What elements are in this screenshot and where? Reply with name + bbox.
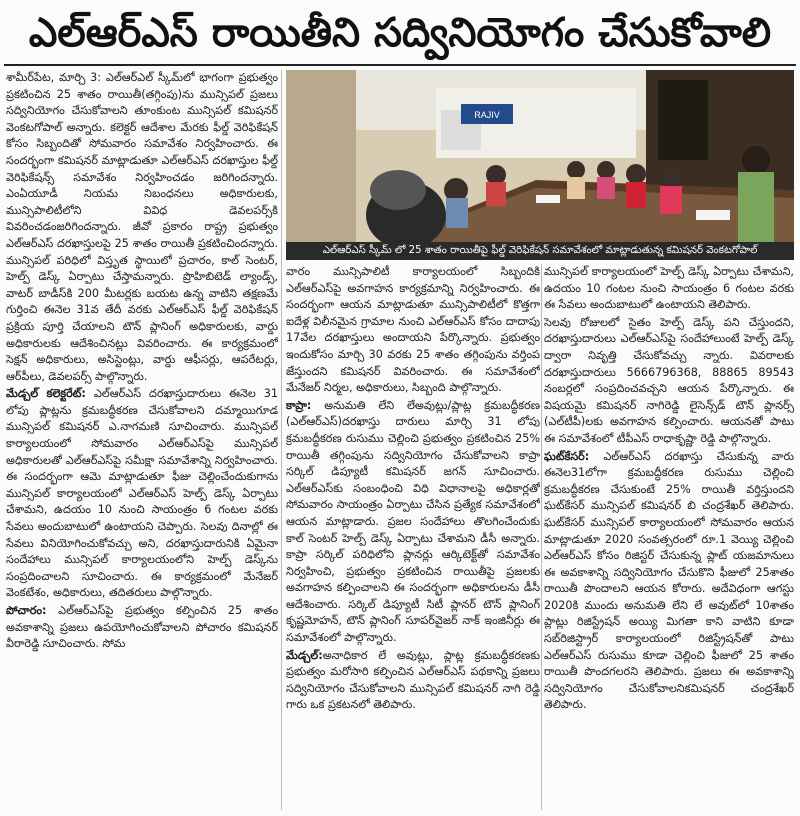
meeting-photo-illustration [286, 70, 794, 242]
article-column-2 [286, 264, 540, 812]
column-divider [281, 70, 282, 810]
column-divider [541, 264, 542, 810]
dateline: మేడ్చల్: [286, 648, 323, 662]
headline-rule [4, 64, 796, 66]
paragraph-kapra: కాప్రా: అనుమతి లేని లేఅవుట్లు/ప్లాట్ల క్రమబద్ధీకరణ (ఎల్ఆర్ఎస్)దరఖాస్తు దారులు మార్చి 31 లోపు క్రమబద్ధీకరణ రుసుము చెల్లించి ప్రభుత్వం ప్రకటించిన 25% రాయితీ తగ్గింపును సద్వినియోగం చేసుకోవాలని కాప్రా సర్కిల్ డిప్యూటీ కమిషనర్ జగన్ సూచించారు. ఎల్ఆర్ఎస్‌కు సంబంధించి విధి విధానాలపై అధికార్లతో సోమవారం సాయంత్రం ఏర్పాటు చేసిన ప్రత్యేక సమావేశంలో ఆయన మాట్లాడారు. ప్రజల సందేహాలు తొలగించేందుకు కాల్ సెంటర్ హెల్ప్ డెస్క్ ఏర్పాటు చేశామని డీసీ అన్నారు. కాప్రా సర్కిల్ పరిధిలోని ప్లానర్లు ఆర్కిటెక్ట్‌తో సమావేశం నిర్వహించి, ప్రభుత్వం ప్రకటించిన రాయితీపై ప్రజలకు అవగాహన కల్పించాలని ఈ సందర్భంగా అధికారులను డీసీ ఆదేశించారు. సర్కిల్ డిప్యూటీ సిటీ ప్లానర్ టౌన్ ప్లానింగ్ కృష్ణమోహన్, టౌన్ ప్లానింగ్ సూపర్‌వైజర్ నాక్ ఇంజినీర్లు ఈ సమావేశంలో పాల్గొన్నారు. [286, 398, 540, 645]
paragraph-pocharam: పోచారం: ఎల్ఆర్ఎస్‌పై ప్రభుత్వం కల్పించిన 25 శాతం అవకాశాన్ని ప్రజలు ఉపయోగించుకోవాలని పోచారం కమిషనర్ వీరారెడ్డి సూచించారు. సోమ [6, 604, 278, 651]
headline: ఎల్ఆర్ఎస్ రాయితీని సద్వినియోగం చేసుకోవాలి [28, 10, 772, 56]
photo-caption: ఎల్ఆర్ఎస్ స్కీమ్ లో 25 శాతం రాయితీపై ఫీల్డ్ వెరిఫికేషన్ సమావేశంలో మాట్లాడుతున్న కమిషనర్ వెంకటగోపాల్ [286, 242, 794, 260]
paragraph-medchal-collectorate: మేడ్చల్ కలెక్టరేట్: ఎల్ఆర్ఎస్ దరఖాస్తుదారులు ఈనెల 31 లోపు ప్లాట్లను క్రమబద్ధీకరణ చేసుకోవాలని దమ్మాయిగూడ మున్సిపల్ కమిషనర్ ఎ.నాగమణి సూచించారు. మున్సిపల్ కార్యాలయంలో సోమవారం ఎల్ఆర్ఎస్‌పై మున్సిపల్ అధికారులతో ఎల్ఆర్ఎస్‌పై సమీక్షా సమావేశాన్ని నిర్వహించారు. ఈ సందర్భంగా ఆమె మాట్లాడుతూ ఫీజు చెల్లించేందుకుగాను మున్సిపల్ కార్యాలయంలో ఎల్ఆర్ఎస్ హెల్ప్ డెస్క్ ఏర్పాటు చేశామని, ఉదయం 10 నుంచి సాయంత్రం 6 గంటల వరకు సేవలు అందుబాటులో ఉంటాయని చెప్పారు. సెలవు దినాల్లో ఈ సేవలు వినియోగించుకోవచ్చు అని, దరఖాస్తుదారునికి ఏమైనా సందేహాలు మున్సిపల్ కార్యాలయంలోని హెల్ప్ డెస్క్‌ను సంప్రదించాలని సూచించారు. ఈ కార్యక్రమంలో మేనేజర్ వెంకటేశం, అధికారులు, తదితరులు పాల్గొన్నారు. [6, 387, 278, 600]
banner-text: RAJIV [474, 110, 500, 120]
paragraph-ghatkesar: ఘట్‌కేసర్: ఎల్ఆర్ఎస్ దరఖాస్తు చేసుకున్న వారు ఈనెల31లోగా క్రమబద్ధీకరణ రుసుము చెల్లించి క్రమబద్ధీకరణ చేసుకుంటే 25% రాయితీ వర్తిస్తుందని ఘట్‌కేసర్ మున్సిపల్ కమిషనర్ బి చంద్రశేఖర్ తెలిపారు. ఘట్‌కేసర్ మున్సిపల్ కార్యాలయంలో సోమవారం ఆయన మాట్లాడుతూ 2020 సంవత్సరంలో రూ.1 వెయ్యి చెల్లించి ఎల్ఆర్ఎస్ కోసం రిజిస్టర్ చేసుకున్న ప్లాట్ యజమానులు ఈ అవకాశాన్ని సద్వినియోగం చేసుకొని ఫీజులో 25శాతం రాయితీ పొందాలని ఆయన కోరారు. అదేవిధంగా ఆగస్టు 2020కి ముందు అనుమతి లేని లే అవుట్‌లో 10శాతం ప్లాట్లు రిజిస్ట్రేషన్ అయ్యి మిగతా కాని వాటిని కూడా సబ్‌రిజిస్ట్రార్ కార్యాలయంలో రిజిస్ట్రేషన్‌తో పాటు ఎల్ఆర్ఎస్ రుసుము కూడా చెల్లించి ఫీజులో 25 శాతం రాయితీ పొందగలరని తెలిపారు. ప్రజలు ఈ అవకాశాన్ని సద్వినియోగం చేసుకోవాలనికమిషనర్ చంద్రశేఖర్ తెలిపారు. [544, 449, 794, 712]
article-column-1 [6, 70, 278, 812]
article-column-3 [544, 264, 794, 812]
dateline: కాప్రా: [286, 398, 312, 412]
paragraph-medchal-cont: మున్సిపల్ కార్యాలయంలో హెల్ప్ డెస్క్ ఏర్పాటు చేశామని, ఉదయం 10 గంటల నుంచి సాయంత్రం 6 గంటల వరకు ఈ సేవలు అందుబాటులో ఉంటాయని తెలిపారు. [544, 265, 794, 312]
dateline: ఘట్‌కేసర్: [544, 449, 590, 463]
paragraph-helpdesk: సెలవు రోజులలో సైతం హెల్ప్ డెస్క్ పని చేస్తుందని, దరఖాస్తుదారులు ఎల్ఆర్ఎస్‌పై సందేహాలుంటే హెల్ప్ డెస్క్ ద్వారా నివృత్తి చేసుకోవచ్చు న్నారు. వివరాలకు దరఖాస్తుదారులు 5666796368, 88865 89543 నంబర్లలో సంప్రదించవచ్చని ఆయన పేర్కొన్నారు. ఈ విషయమై కమిషనర్ నాగిరెడ్డి లైసెన్స్‌డ్ టౌన్ ప్లానర్స్ (ఎల్‌టీపీ)లకు అవగాహన కల్పించారు. ఆయనతో పాటు ఈ సమావేశంలో టీపీఎస్ రాధాకృష్ణా రెడ్డి పాల్గొన్నారు. [544, 315, 794, 445]
meeting-photo [286, 70, 794, 242]
dateline: మేడ్చల్ కలెక్టరేట్: [6, 387, 86, 401]
paragraph-pocharam-cont: వారం మున్సిపాలిటీ కార్యాలయంలో సిబ్బందికి ఎల్ఆర్ఎస్‌పై అవగాహన కార్యక్రమాన్ని నిర్వహించారు. ఈ సందర్భంగా ఆయన మాట్లాడుతూ మున్సిపాలిటీలో కొత్తగా ఐదేళ్ల విలీనమైన గ్రామాల నుంచి ఎల్ఆర్ఎస్ కోసం దాదాపు 17వేల దరఖాస్తులు అందాయని పేర్కొన్నారు. ప్రభుత్వం ఇందుకోసం మార్చి 30 వరకు 25 శాతం తగ్గింపును వర్తింప జేస్తుందని కమిషనర్ వివరించారు. ఈ సమావేశంలో మేనేజర్ నిర్మల, అధికారులు, సిబ్బంది పాల్గొన్నారు. [286, 265, 540, 395]
paragraph-shamirpet: శామీర్‌పేట, మార్చి 3: ఎల్ఆర్ఎల్ స్కీమ్‌లో భాగంగా ప్రభుత్వం ప్రకటించిన 25 శాతం రాయితీ(తగ్గింపు)ను మున్సిపల్ ప్రజలు సద్వినియోగం చేసుకోవాలని తూంకుంట మున్సిపల్ కమిషనర్ వెంకటగోపాల్ అన్నారు. కలెక్టర్ ఆదేశాల మేరకు ఫీల్డ్ వెరిఫికేషన్ కోసం సిబ్బందితో సోమవారం సమావేశం నిర్వహించారు. ఈ సందర్భంగా కమిషనర్ మాట్లాడుతూ ఎల్ఆర్ఎస్ దరఖాస్తుల ఫీల్డ్ వెరిఫికేషన్స్ సమావేశం నిర్వహించడం జరిగిందన్నారు. ఎంఏయూడీ నియమ నిబంధనలు అధికారులకు, మున్సిపాలిటీలోని వివిధ డెవలపర్స్‌కి వివరించడంజరిగిందన్నారు. జీవో ప్రకారం రాష్ట్ర ప్రభుత్వం ఎల్ఆర్ఎస్ దరఖాస్తులపై 25 శాతం రాయితీ ప్రకటించిందన్నారు. మున్సిపల్ పరిధిలో విస్తృత స్థాయిలో ప్రచారం, కాల్ సెంటర్, హెల్ప్ డెస్క్ ఏర్పాటు చేస్తామన్నారు. ప్రొహిబిటెడ్ ల్యాండ్స్, వాటర్ బాడీస్‌కి 200 మీటర్లకు బయట ఉన్న వాటిని తక్షణమే గుర్తించి ఈనెల 31వ తేదీ వరకు ఎల్ఆర్ఎస్ ఫీల్డ్ వెరిఫికేషన్ ప్రక్రియ పూర్తి చేయాలని టౌన్ ప్లానింగ్ అధికారులకు, వార్డు అధికారులకు ఆదేశించినట్లు వివరించారు. ఈ కార్యక్రమంలో సెక్షన్ అధికారులు, అసిస్టెంట్లు, వార్డు ఆఫీసర్లు, ఆపరేటర్లు, ఆర్‌పీలు, డెవలపర్స్ పాల్గొన్నారు. [6, 71, 278, 383]
paragraph-medchal: మేడ్చల్:అనాధికార లే అవుట్లు, ప్లాట్ల క్రమబద్ధీకరణకు ప్రభుత్వం మరోసారి కల్పించిన ఎల్ఆర్ఎస్ పథకాన్ని ప్రజలు సద్వినియోగం చేసుకోవాలని మున్సిపల్ కమిషనర్ నాగి రెడ్డి గారు ఒక ప్రకటనలో తెలిపారు. [286, 648, 540, 712]
dateline: పోచారం: [6, 604, 47, 617]
